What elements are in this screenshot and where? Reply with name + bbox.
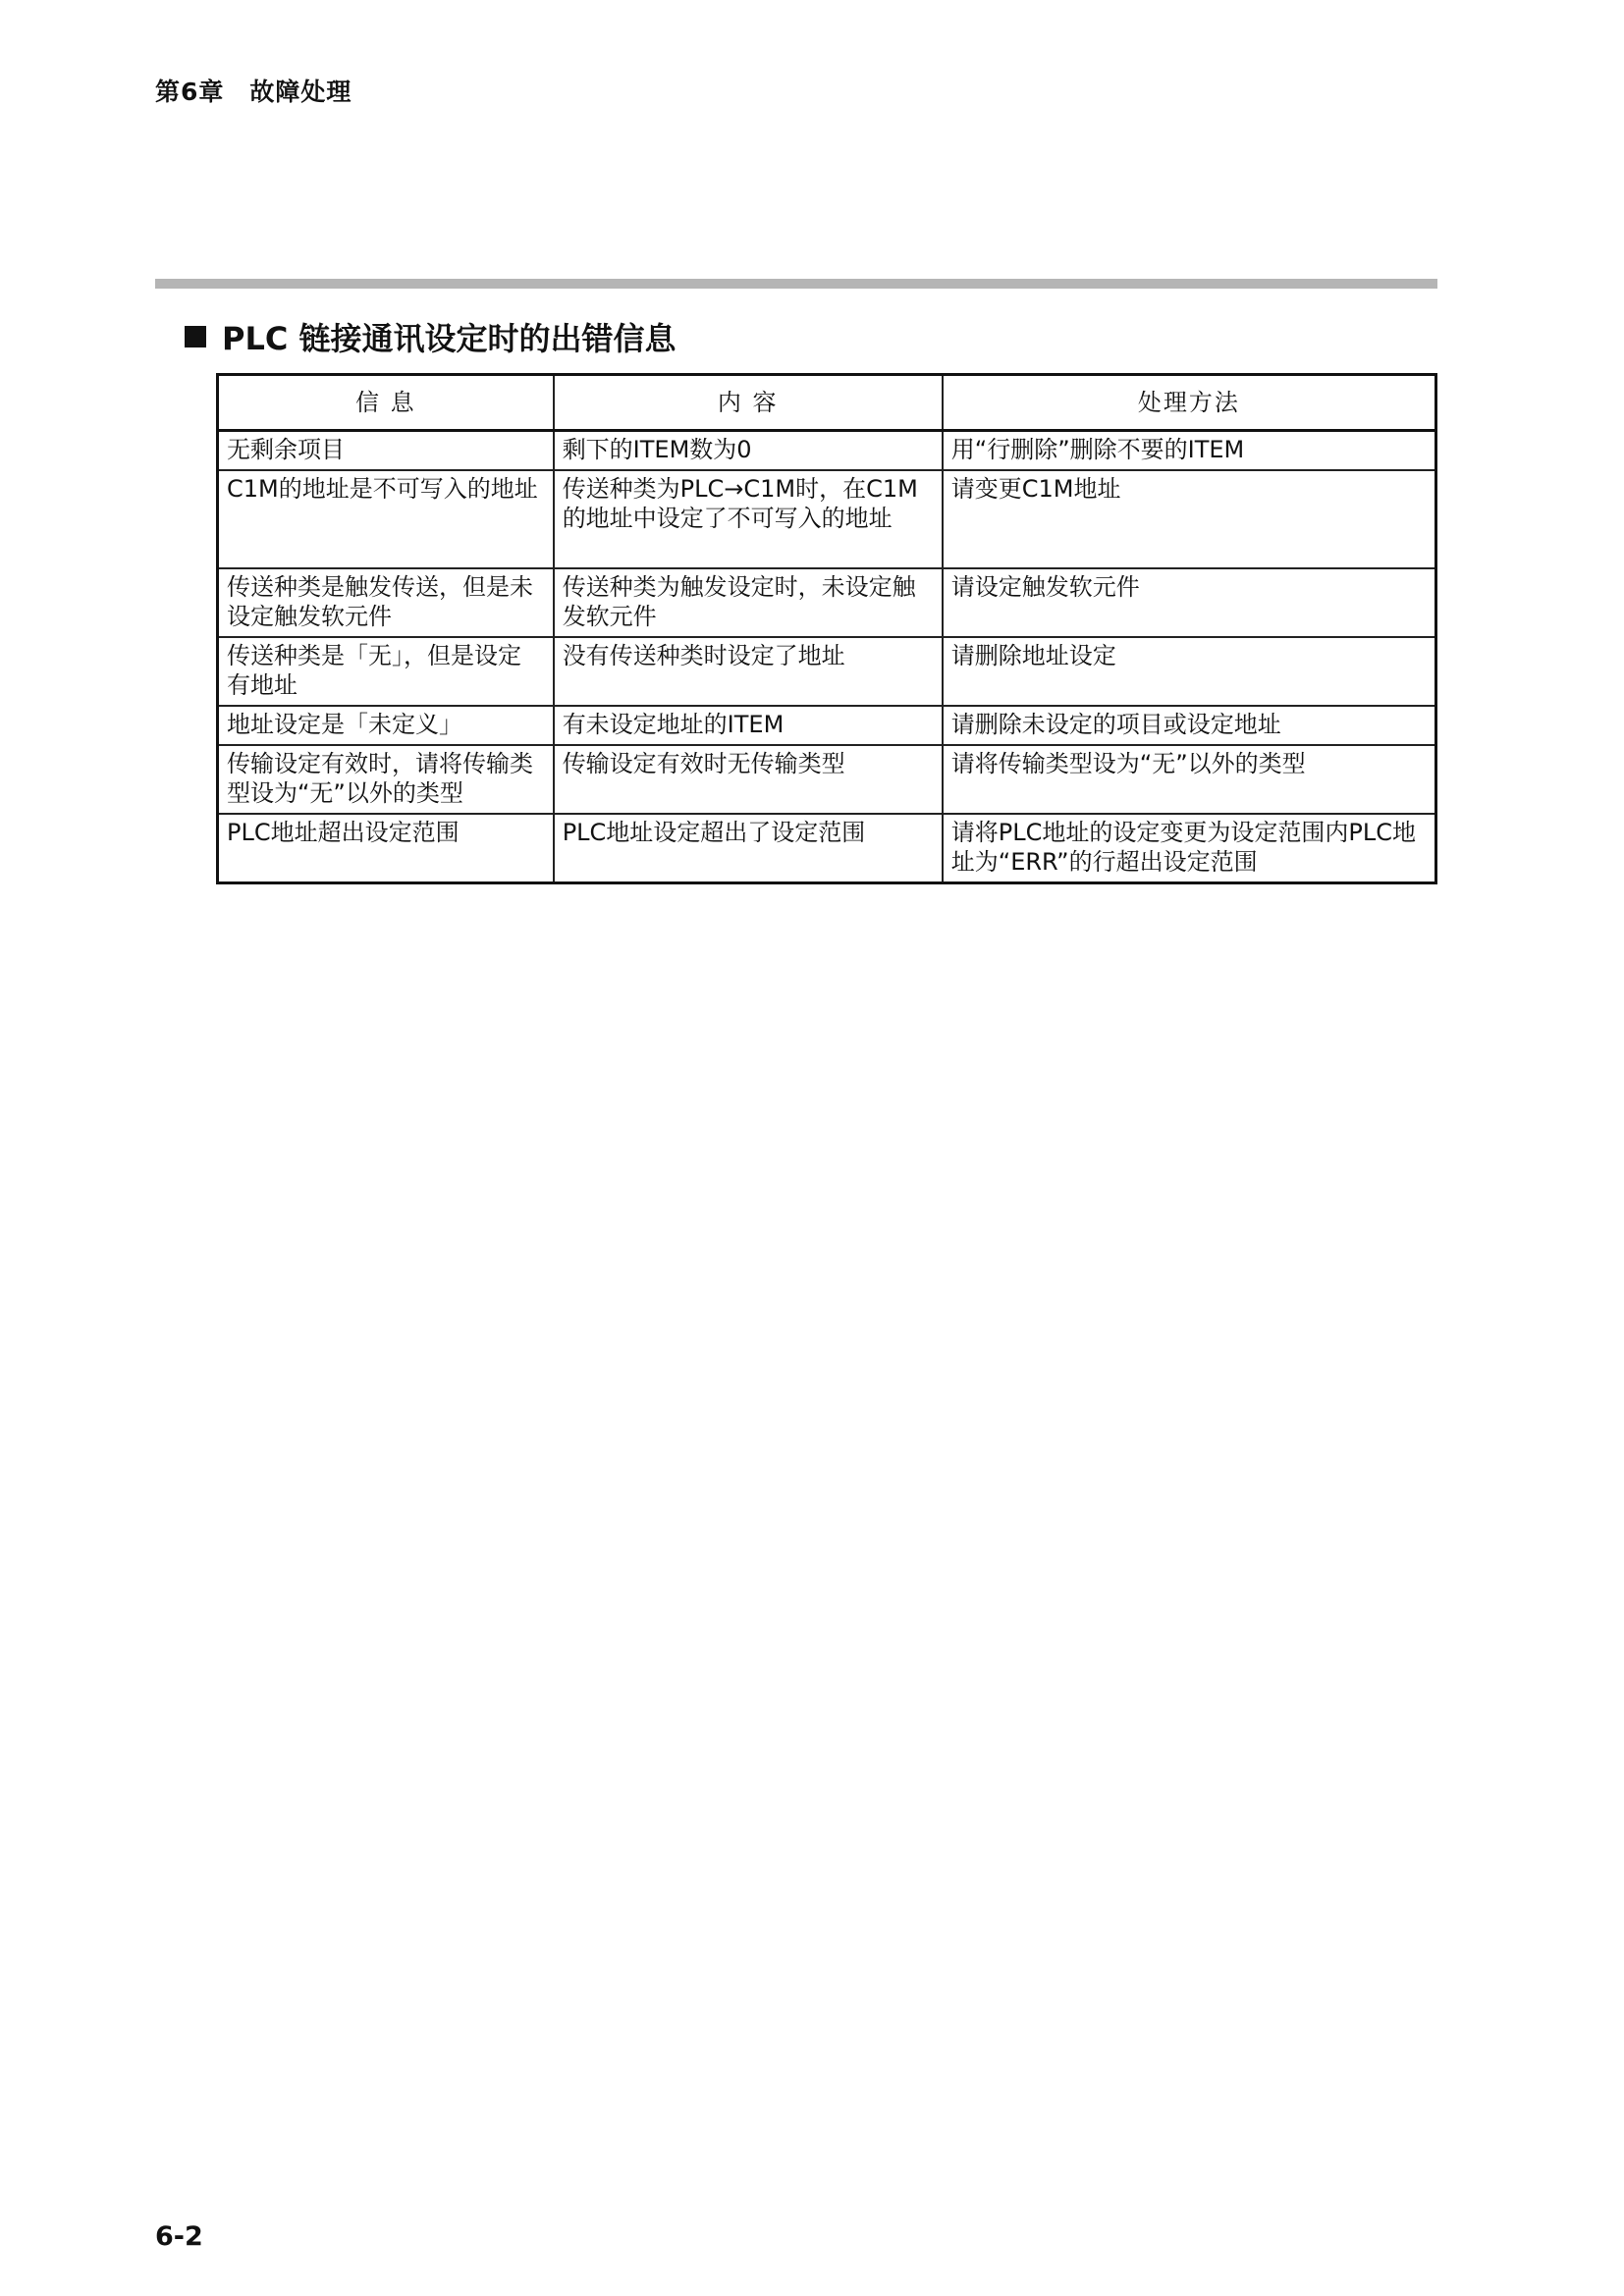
section-divider <box>155 279 1437 289</box>
remedy-cell: 请删除未设定的项目或设定地址 <box>943 706 1436 745</box>
content-cell: 没有传送种类时设定了地址 <box>554 637 943 706</box>
remedy-cell: 请将PLC地址的设定变更为设定范围内PLC地址为“ERR”的行超出设定范围 <box>943 814 1436 883</box>
header-remedy: 处理方法 <box>943 375 1436 431</box>
remedy-cell: 请设定触发软元件 <box>943 568 1436 637</box>
table-header-row <box>218 375 1436 431</box>
section-title <box>185 314 676 359</box>
message-cell: 传输设定有效时，请将传输类型设为“无”以外的类型 <box>218 745 554 814</box>
remedy-cell: 用“行删除”删除不要的ITEM <box>943 431 1436 471</box>
remedy-cell: 请将传输类型设为“无”以外的类型 <box>943 745 1436 814</box>
message-cell: 传送种类是触发传送，但是未设定触发软元件 <box>218 568 554 637</box>
table-row <box>218 745 1436 814</box>
square-bullet-icon <box>185 326 206 347</box>
table-row <box>218 568 1436 637</box>
error-message-table <box>216 373 1437 884</box>
content-cell: 有未设定地址的ITEM <box>554 706 943 745</box>
remedy-cell: 请删除地址设定 <box>943 637 1436 706</box>
message-cell: PLC地址超出设定范围 <box>218 814 554 883</box>
message-cell: 传送种类是「无」，但是设定有地址 <box>218 637 554 706</box>
table-row <box>218 470 1436 568</box>
content-cell: 传送种类为PLC→C1M时，在C1M的地址中设定了不可写入的地址 <box>554 470 943 568</box>
content-cell: 剩下的ITEM数为0 <box>554 431 943 471</box>
table-row <box>218 431 1436 471</box>
message-cell: C1M的地址是不可写入的地址 <box>218 470 554 568</box>
content-cell: PLC地址设定超出了设定范围 <box>554 814 943 883</box>
header-content: 内 容 <box>554 375 943 431</box>
message-cell: 地址设定是「未定义」 <box>218 706 554 745</box>
page-number: 6-2 <box>155 2221 203 2252</box>
header-message: 信 息 <box>218 375 554 431</box>
message-cell: 无剩余项目 <box>218 431 554 471</box>
content-cell: 传送种类为触发设定时，未设定触发软元件 <box>554 568 943 637</box>
table-row <box>218 637 1436 706</box>
section-title-text: PLC 链接通讯设定时的出错信息 <box>222 320 677 357</box>
content-cell: 传输设定有效时无传输类型 <box>554 745 943 814</box>
chapter-heading: 第6章 故障处理 <box>155 78 352 106</box>
table-row <box>218 814 1436 883</box>
table-row <box>218 706 1436 745</box>
remedy-cell: 请变更C1M地址 <box>943 470 1436 568</box>
